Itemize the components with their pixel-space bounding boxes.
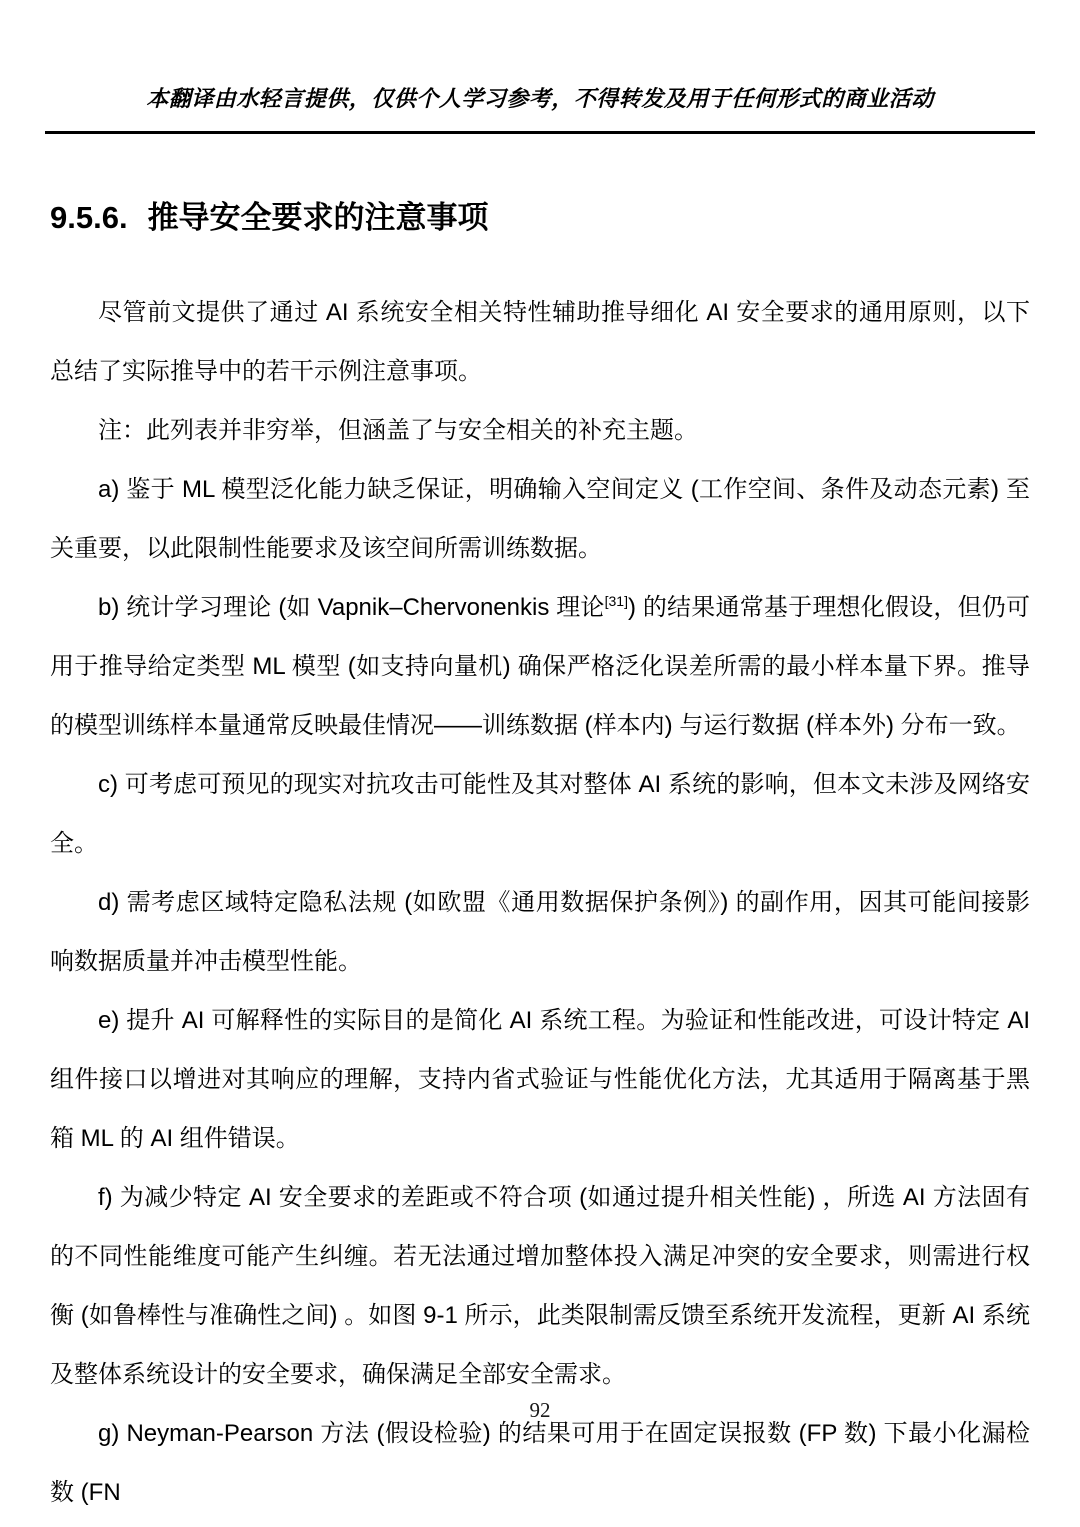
list-item-a: a) 鉴于 ML 模型泛化能力缺乏保证，明确输入空间定义 (工作空间、条件及动态元素) 至关重要，以此限制性能要求及该空间所需训练数据。: [50, 476, 1030, 562]
section-number: 9.5.6.: [50, 200, 128, 235]
citation-reference: [31]: [604, 593, 628, 609]
header-divider: [45, 131, 1035, 134]
paragraph-intro: 尽管前文提供了通过 AI 系统安全相关特性辅助推导细化 AI 安全要求的通用原则，以下总结了实际推导中的若干示例注意事项。: [50, 299, 1030, 385]
list-item-b: [50, 578, 1030, 755]
section-heading: [50, 198, 1030, 238]
list-item-d: d) 需考虑区域特定隐私法规 (如欧盟《通用数据保护条例》) 的副作用，因其可能间接影响数据质量并冲击模型性能。: [50, 889, 1030, 975]
list-item-c: c) 可考虑可预见的现实对抗攻击可能性及其对整体 AI 系统的影响，但本文未涉及网络安全。: [50, 771, 1030, 857]
list-item-b-text: b) 统计学习理论 (如 Vapnik–Chervonenkis 理论: [98, 594, 605, 621]
list-item-b-text-cont: ) 的结果通常基于理想化假设，但仍可用于推导给定类型 ML 模型 (如支持向量机) 确保严格泛化误差所需的最小样本量下界。推导的模型训练样本量通常反映最佳情况——训练数据 (样本内) 与运行数据 (样本外) 分布一致。: [50, 594, 1030, 739]
paragraph-note: 注：此列表并非穷举，但涵盖了与安全相关的补充主题。: [98, 417, 698, 444]
document-body: [50, 283, 1030, 1522]
section-title: 推导安全要求的注意事项: [147, 200, 489, 235]
page-number: 92: [529, 1398, 551, 1422]
list-item-e: e) 提升 AI 可解释性的实际目的是简化 AI 系统工程。为验证和性能改进，可设计特定 AI 组件接口以增进对其响应的理解，支持内省式验证与性能优化方法，尤其适用于隔离基于黑箱 ML 的 AI 组件错误。: [50, 1007, 1030, 1152]
list-item-g: g) Neyman-Pearson 方法 (假设检验) 的结果可用于在固定误报数 (FP 数) 下最小化漏检数 (FN: [50, 1420, 1030, 1506]
translation-disclaimer: 本翻译由水轻言提供，仅供个人学习参考，不得转发及用于任何形式的商业活动: [146, 86, 934, 111]
list-item-f: f) 为减少特定 AI 安全要求的差距或不符合项 (如通过提升相关性能) ，所选 AI 方法固有的不同性能维度可能产生纠缠。若无法通过增加整体投入满足冲突的安全要求，则需进行权衡 (如鲁棒性与准确性之间) 。如图 9-1 所示，此类限制需反馈至系统开发流程，更新 AI 系统及整体系统设计的安全要求，确保满足全部安全需求。: [50, 1184, 1030, 1388]
